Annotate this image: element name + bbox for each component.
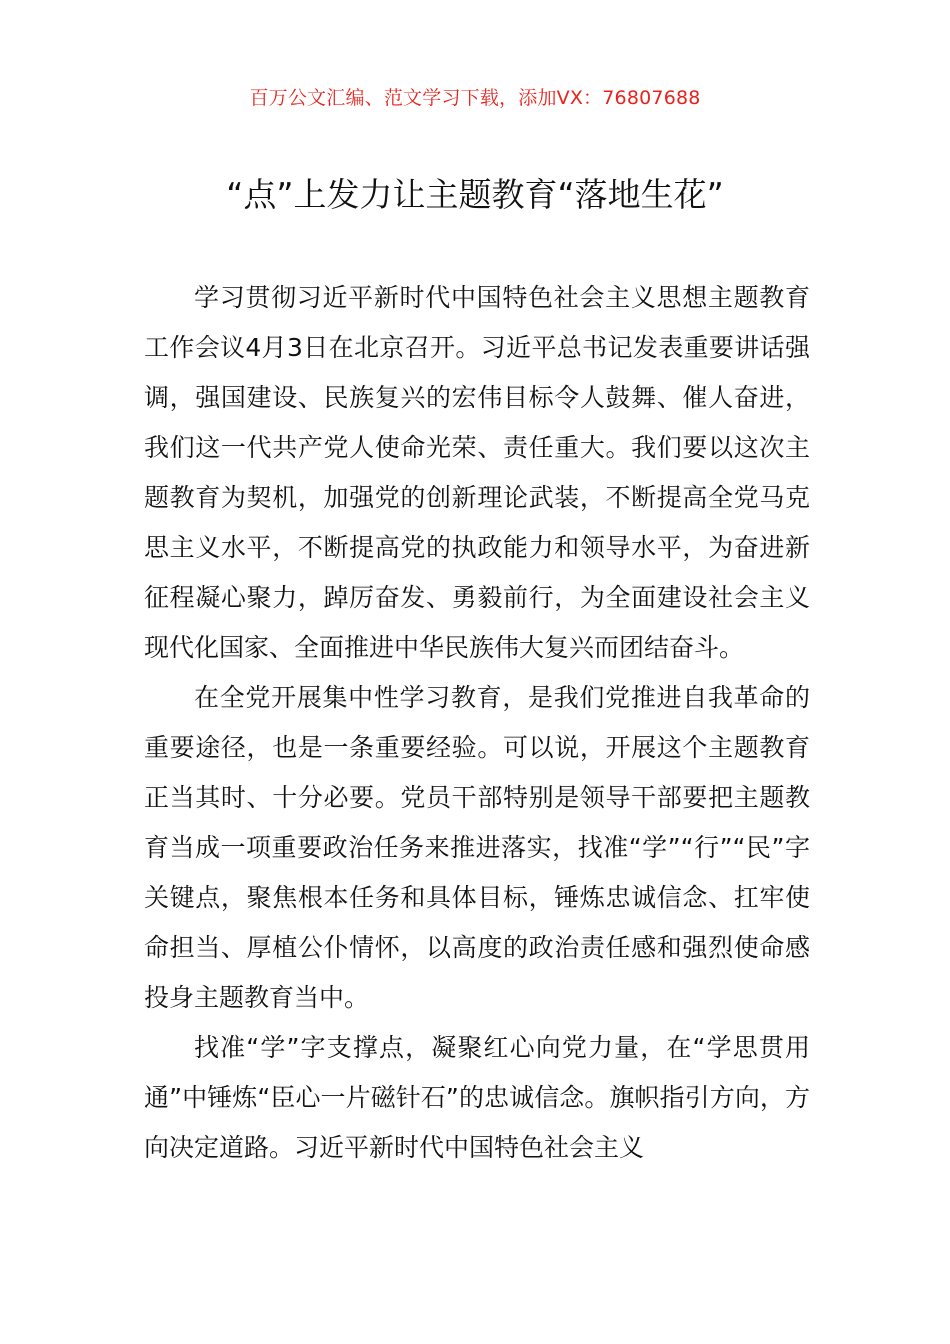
header-watermark-note: 百万公文汇编、范文学习下载，添加VX：76807688 (249, 87, 701, 109)
paragraph-3: 找准“学”字支撑点，凝聚红心向党力量，在“学思贯用通”中锤炼“臣心一片磁针石”的忠诚信念。旗帜指引方向，方向决定道路。习近平新时代中国特色社会主义 (144, 1033, 810, 1162)
document-title: “点”上发力让主题教育“落地生花” (226, 175, 724, 214)
paragraph-2: 在全党开展集中性学习教育，是我们党推进自我革命的重要途径，也是一条重要经验。可以说，开展这个主题教育正当其时、十分必要。党员干部特别是领导干部要把主题教育当成一项重要政治任务来推进落实，找准“学”“行”“民”字关键点，聚焦根本任务和具体目标，锤炼忠诚信念、扛牢使命担当、厚植公仆情怀，以高度的政治责任感和强烈使命感投身主题教育当中。 (144, 683, 810, 1012)
document-body (144, 273, 810, 1173)
paragraph-1: 学习贯彻习近平新时代中国特色社会主义思想主题教育工作会议4月3日在北京召开。习近平总书记发表重要讲话强调，强国建设、民族复兴的宏伟目标令人鼓舞、催人奋进，我们这一代共产党人使命光荣、责任重大。我们要以这次主题教育为契机，加强党的创新理论武装，不断提高全党马克思主义水平，不断提高党的执政能力和领导水平，为奋进新征程凝心聚力，踔厉奋发、勇毅前行，为全面建设社会主义现代化国家、全面推进中华民族伟大复兴而团结奋斗。 (144, 283, 810, 662)
